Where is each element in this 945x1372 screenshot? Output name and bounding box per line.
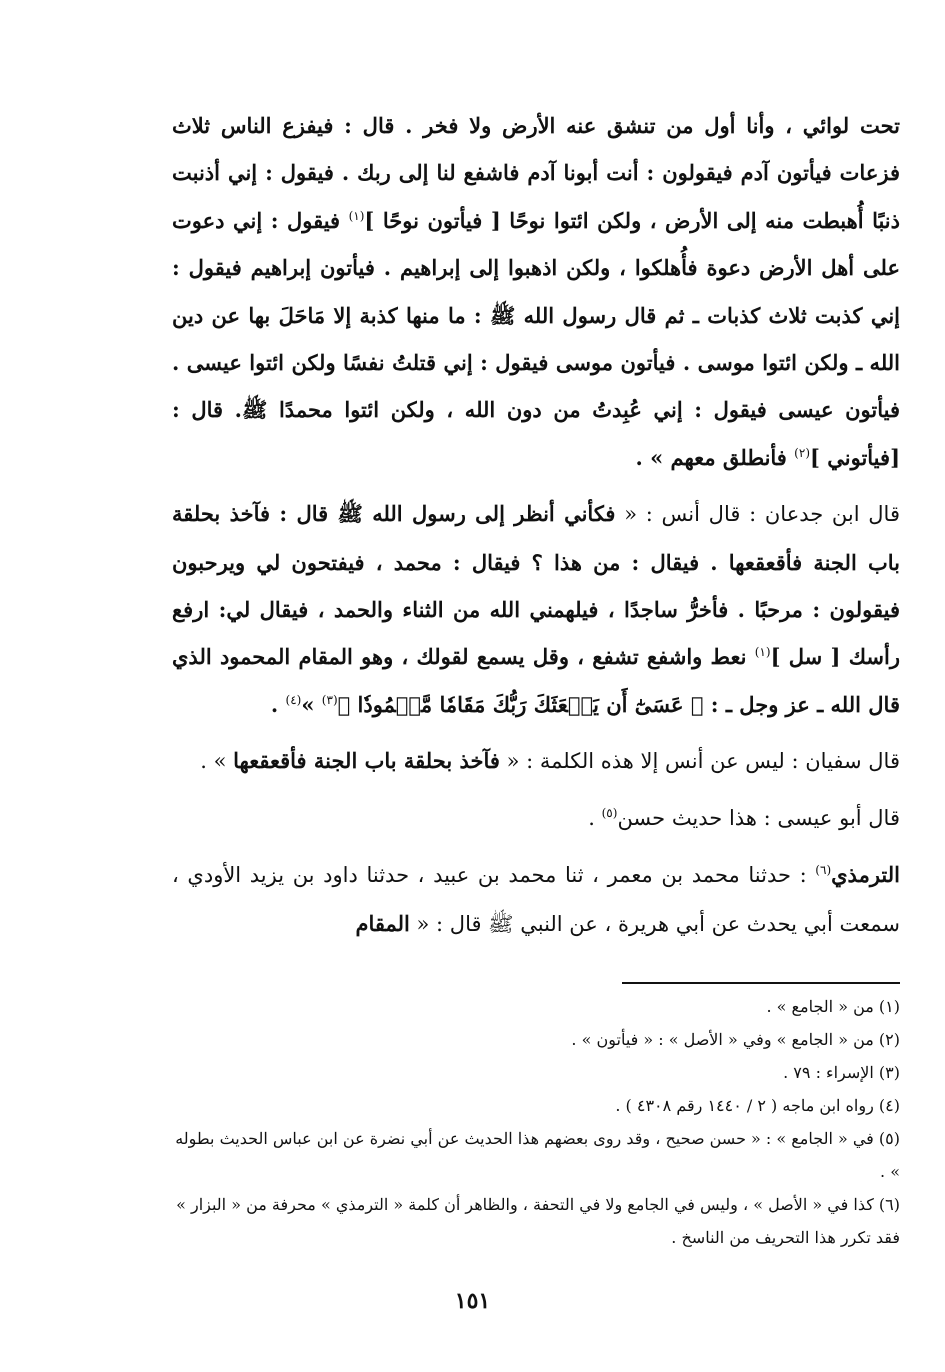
footnote-4: (٤) رواه ابن ماجه ( ٢ / ١٤٤٠ رقم ٤٣٠٨ ) . <box>615 1096 900 1115</box>
text-run: » <box>301 691 322 717</box>
footnote-ref-1b: (١) <box>754 645 771 660</box>
text-run: : حدثنا محمد بن معمر ، ثنا محمد بن عبيد ، حدثنا داود بن يزيد الأودي ، سمعت أبي يحدث عن أبي هريرة ، عن النبي ﷺ قال : « <box>172 863 900 936</box>
footnote-ref-3: (٣) <box>321 692 338 707</box>
text-run: . <box>270 691 286 717</box>
paragraph-2 <box>172 490 900 728</box>
text-run: المقام <box>355 910 410 936</box>
main-text <box>172 102 900 948</box>
footnote-1: (١) من « الجامع » . <box>766 997 900 1016</box>
footnote-ref-1: (١) <box>348 208 365 223</box>
text-run: نعط واشفع تشفع ، وقل يسمع لقولك ، وهو المقام المحمود الذي قال الله ـ عز وجل ـ : ﴿ عَسَىٰٓ أَن يَبۡعَثَكَ رَبُّكَ مَقَامٗا مَّحۡمُودٗا ﴾ <box>172 644 900 717</box>
text-run: فكأني أنظر إلى رسول الله ﷺ قال : فآخذ بحلقة باب الجنة فأقعقعها . فيقال : من هذا ؟ فيقال : محمد ، فيفتحون لي ويرحبون فيقولون : مرحبًا . فأخرُّ ساجدًا ، فيلهمني الله من الثناء والحمد ، فيقال لي: ارفع رأسك [ سل ] <box>172 501 900 670</box>
paragraph-1 <box>172 102 900 481</box>
paragraph-3 <box>172 737 900 785</box>
footnote-ref-2: (٢) <box>794 445 810 460</box>
footnote-ref-4: (٤) <box>285 692 302 707</box>
footnote-6: (٦) كذا في « الأصل » ، وليس في الجامع ولا في التحفة ، والظاهر أن كلمة « الترمذي » محرفة من « البزار » فقد تكرر هذا التحريف من الناسخ . <box>176 1195 900 1247</box>
text-run: قال أبو عيسى : هذا حديث حسن <box>617 805 900 830</box>
narrator-intro: قال سفيان : ليس عن أنس إلا هذه الكلمة : « <box>499 749 900 774</box>
footnote-2: (٢) من « الجامع » وفي « الأصل » : « فيأتون » . <box>571 1030 900 1049</box>
text-run: تحت لوائي ، وأنا أول من تنشق عنه الأرض ولا فخر . قال : فيفزع الناس ثلاث فزعات فيأتون آدم فيقولون : أنت أبونا آدم فاشفع لنا إلى ربك . فيقول : إني أذنبت ذنبًا أُهبطت منه إلى الأرض ، ولكن ائتوا نوحًا [ فيأتون نوحًا ] <box>172 113 900 233</box>
footnote-3: (٣) الإسراء : ٧٩ . <box>783 1063 900 1082</box>
paragraph-4 <box>172 795 900 842</box>
footnote-ref-6: (٦) <box>815 863 832 878</box>
source-name: الترمذي <box>831 862 900 888</box>
page-number: ١٥١ <box>454 1288 491 1314</box>
text-run: . <box>588 805 602 830</box>
text-run: فيقول : إني دعوت على أهل الأرض دعوة فأُهلكوا ، ولكن اذهبوا إلى إبراهيم . فيأتون إبراهيم فيقول : إني كذبت ثلاث كذبات ـ ثم قال رسول الله ﷺ : ما منها كذبة إلا مَاحَلَ بها عن دين الله ـ ولكن ائتوا موسى . فيأتون موسى فيقول : إني قتلتُ نفسًا ولكن ائتوا عيسى . فيأتون عيسى فيقول : إني عُبِدتُ من دون الله ، ولكن ائتوا محمدًا ﷺ. قال : [فيأتوني ] <box>172 207 900 470</box>
footnote-5: (٥) في « الجامع » : « حسن صحيح ، وقد روى بعضهم هذا الحديث عن أبي نضرة عن ابن عباس الحديث بطوله » . <box>175 1129 900 1181</box>
footnote-ref-5: (٥) <box>601 805 618 820</box>
text-run: فأنطلق معهم » . <box>635 444 795 470</box>
paragraph-5 <box>172 851 900 948</box>
narrator-intro: قال ابن جدعان : قال أنس : « <box>615 502 900 527</box>
footnote-separator <box>622 982 900 984</box>
text-run: » . <box>200 749 234 774</box>
text-run: فآخذ بحلقة باب الجنة فأقعقعها <box>233 748 500 774</box>
footnotes <box>172 990 900 1254</box>
